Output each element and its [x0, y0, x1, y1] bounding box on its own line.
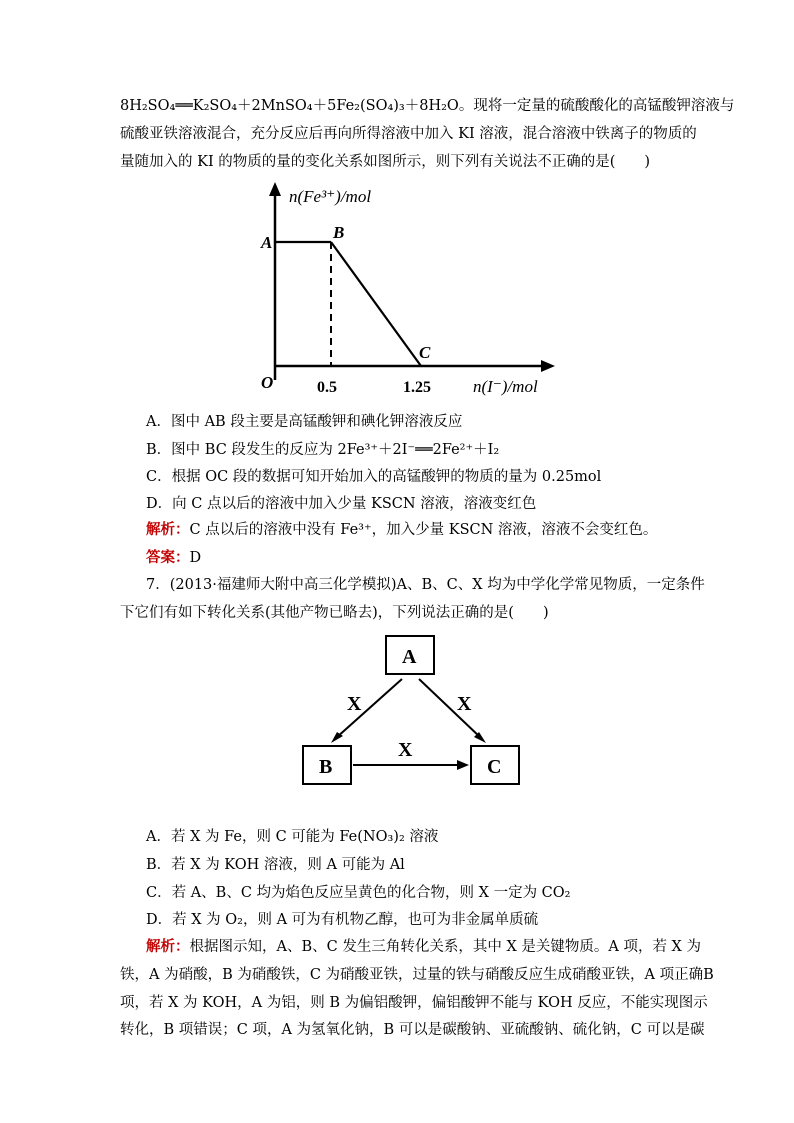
- q7-line1: 7．(2013·福建师大附中高三化学模拟)A、B、C、X 均为中学化学常见物质，一定条件: [146, 577, 705, 593]
- q7-analysis-line3: 项，若 X 为 KOH，A 为铝，则 B 为偏铝酸钾，偏铝酸钾不能与 KOH 反应，不能实现图示: [120, 995, 708, 1011]
- q7-option-c: C．若 A、B、C 均为焰色反应呈黄色的化合物，则 X 一定为 CO₂: [146, 885, 571, 901]
- q7-option-d: D．若 X 为 O₂，则 A 可为有机物乙醇，也可为非金属单质硫: [146, 912, 539, 928]
- q7-analysis-line2: 铁，A 为硝酸，B 为硝酸铁，C 为硝酸亚铁，过量的铁与硝酸反应生成硝酸亚铁，A 项正确B: [120, 967, 714, 983]
- q7-option-b: B．若 X 为 KOH 溶液，则 A 可能为 Al: [146, 857, 405, 873]
- analysis-label: 解析：: [146, 521, 190, 538]
- q6-option-c: C．根据 OC 段的数据可知开始加入的高锰酸钾的物质的量为 0.25mol: [146, 469, 602, 485]
- q6-analysis: [146, 520, 657, 540]
- q6-option-a: A．图中 AB 段主要是高锰酸钾和碘化钾溶液反应: [146, 414, 463, 430]
- q7-analysis-line4: 转化，B 项错误；C 项，A 为氢氧化钠，B 可以是碳酸钠、亚硫酸钠、硫化钠，C 可以是碳: [120, 1022, 705, 1038]
- answer-value: D: [189, 550, 202, 566]
- q6-line1-text: 现将一定量的硫酸酸化的高锰酸钾溶液与: [473, 98, 735, 114]
- x-label-bottom: X: [398, 739, 413, 761]
- point-a-label: A: [261, 233, 273, 252]
- point-c-label: C: [419, 343, 431, 362]
- q7-analysis-label: 解析：: [146, 938, 190, 955]
- answer-label: 答案：: [146, 549, 190, 566]
- tick-125-label: 1.25: [403, 379, 431, 396]
- box-c-label: C: [487, 756, 502, 778]
- box-b-label: B: [319, 756, 333, 778]
- q6-option-d: D．向 C 点以后的溶液中加入少量 KSCN 溶液，溶液变红色: [146, 496, 537, 512]
- q7-line2: 下它们有如下转化关系(其他产物已略去)，下列说法正确的是( ): [120, 605, 549, 621]
- tick-05-label: 0.5: [317, 379, 337, 396]
- fe-ion-graph: [255, 180, 565, 400]
- q6-line1: [120, 96, 734, 116]
- q7-analysis-text1: 根据图示知，A、B、C 发生三角转化关系，其中 X 是关键物质。A 项，若 X 为: [189, 939, 701, 955]
- q6-option-b: B．图中 BC 段发生的反应为 2Fe³⁺＋2I⁻══2Fe²⁺＋I₂: [146, 442, 500, 458]
- q6-answer: [146, 548, 201, 568]
- conversion-diagram: [295, 632, 525, 792]
- x-axis-label: n(I⁻)/mol: [473, 377, 538, 396]
- point-b-label: B: [333, 223, 345, 242]
- q7-option-a: A．若 X 为 Fe，则 C 可能为 Fe(NO₃)₂ 溶液: [146, 829, 439, 845]
- box-a-label: A: [402, 646, 417, 668]
- x-label-left: X: [347, 693, 362, 715]
- q6-line2: 硫酸亚铁溶液混合，充分反应后再向所得溶液中加入 KI 溶液，混合溶液中铁离子的物质的: [120, 126, 697, 142]
- y-axis-label: n(Fe³⁺)/mol: [289, 187, 372, 206]
- q6-line3: 量随加入的 KI 的物质的量的变化关系如图所示，则下列有关说法不正确的是( ): [120, 154, 651, 170]
- q7-analysis-line1: [146, 937, 701, 957]
- x-label-right: X: [457, 693, 472, 715]
- origin-label: O: [261, 373, 274, 392]
- q6-equation: 8H₂SO₄══K₂SO₄＋2MnSO₄＋5Fe₂(SO₄)₃＋8H₂O。: [120, 98, 474, 114]
- analysis-text: C 点以后的溶液中没有 Fe³⁺，加入少量 KSCN 溶液，溶液不会变红色。: [189, 522, 658, 538]
